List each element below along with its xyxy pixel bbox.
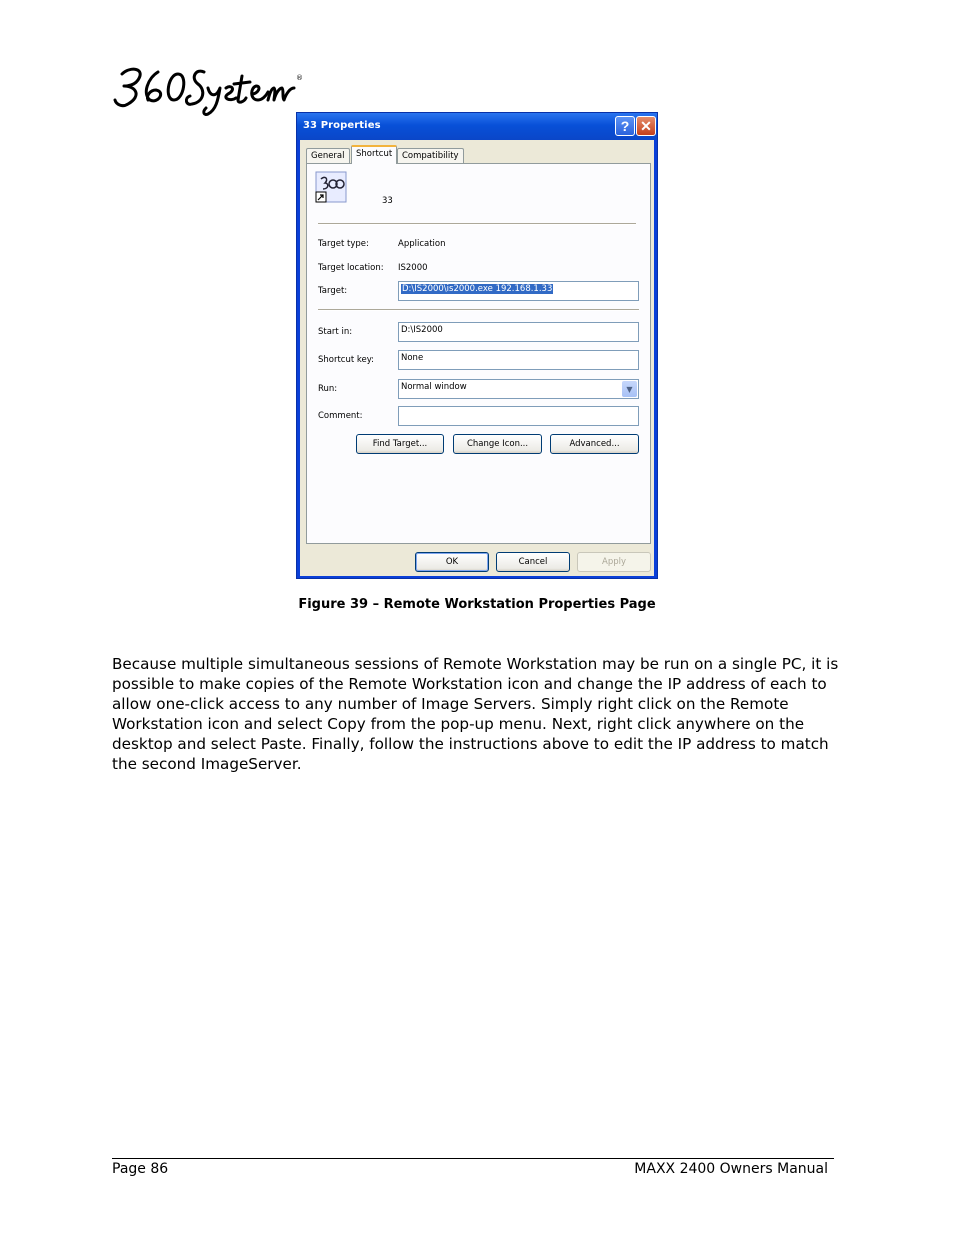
tab-compatibility[interactable]: Compatibility: [397, 148, 464, 163]
company-logo: [112, 60, 307, 118]
registered-mark: ®: [296, 74, 303, 82]
separator: [318, 309, 639, 311]
run-label: Run:: [318, 384, 338, 394]
body-paragraph: Because multiple simultaneous sessions of Remote Workstation may be run on a single PC, it is possible to make copies of the Remote Workstation icon and change the IP address of each to allow one-click access to any number of Image Servers. Simply right click on the Remote Workstation icon and select Copy from the pop-up menu. Next, right click anywhere on the desktop and select Paste. Finally, follow the instructions above to edit the IP address to match the second ImageServer.: [112, 655, 839, 773]
target-label: Target:: [318, 286, 348, 296]
tab-general[interactable]: General: [306, 148, 350, 163]
comment-label: Comment:: [318, 411, 363, 421]
advanced-button[interactable]: Advanced...: [550, 434, 639, 454]
start-in-field[interactable]: D:\IS2000: [398, 322, 639, 342]
cancel-button[interactable]: Cancel: [496, 552, 570, 572]
title-bar[interactable]: [297, 113, 657, 140]
find-target-button[interactable]: Find Target...: [356, 434, 444, 454]
tab-shortcut[interactable]: Shortcut: [351, 145, 397, 164]
target-field-value: D:\IS2000\is2000.exe 192.168.1.33: [402, 284, 553, 294]
footer-rule: [112, 1158, 834, 1159]
target-field[interactable]: [398, 281, 639, 301]
target-type-value: Application: [398, 239, 446, 249]
separator: [318, 223, 636, 225]
comment-field[interactable]: [398, 406, 639, 426]
target-type-label: Target type:: [318, 239, 369, 249]
start-in-label: Start in:: [318, 327, 353, 337]
figure-caption: Figure 39 – Remote Workstation Properties Page: [298, 597, 656, 612]
shortcut-name: 33: [382, 196, 393, 206]
shortcut-app-icon: [315, 171, 347, 203]
shortcut-tab-panel: [306, 163, 651, 544]
shortcut-key-field[interactable]: None: [398, 350, 639, 370]
run-select-value: Normal window: [401, 382, 467, 392]
shortcut-key-label: Shortcut key:: [318, 355, 375, 365]
target-location-label: Target location:: [318, 263, 384, 273]
chevron-down-icon[interactable]: ▼: [622, 381, 637, 397]
run-select[interactable]: [398, 379, 639, 399]
dialog-title: 33 Properties: [303, 120, 381, 131]
footer-manual-title: MAXX 2400 Owners Manual: [634, 1161, 828, 1177]
change-icon-button[interactable]: Change Icon...: [453, 434, 542, 454]
apply-button[interactable]: Apply: [577, 552, 651, 572]
help-button[interactable]: ?: [615, 116, 635, 136]
properties-dialog: [296, 112, 658, 579]
ok-button[interactable]: OK: [415, 552, 489, 572]
footer-page-number: Page 86: [112, 1161, 169, 1177]
target-location-value: IS2000: [398, 263, 428, 273]
dialog-client-area: [300, 140, 654, 576]
close-button[interactable]: ✕: [636, 116, 656, 136]
